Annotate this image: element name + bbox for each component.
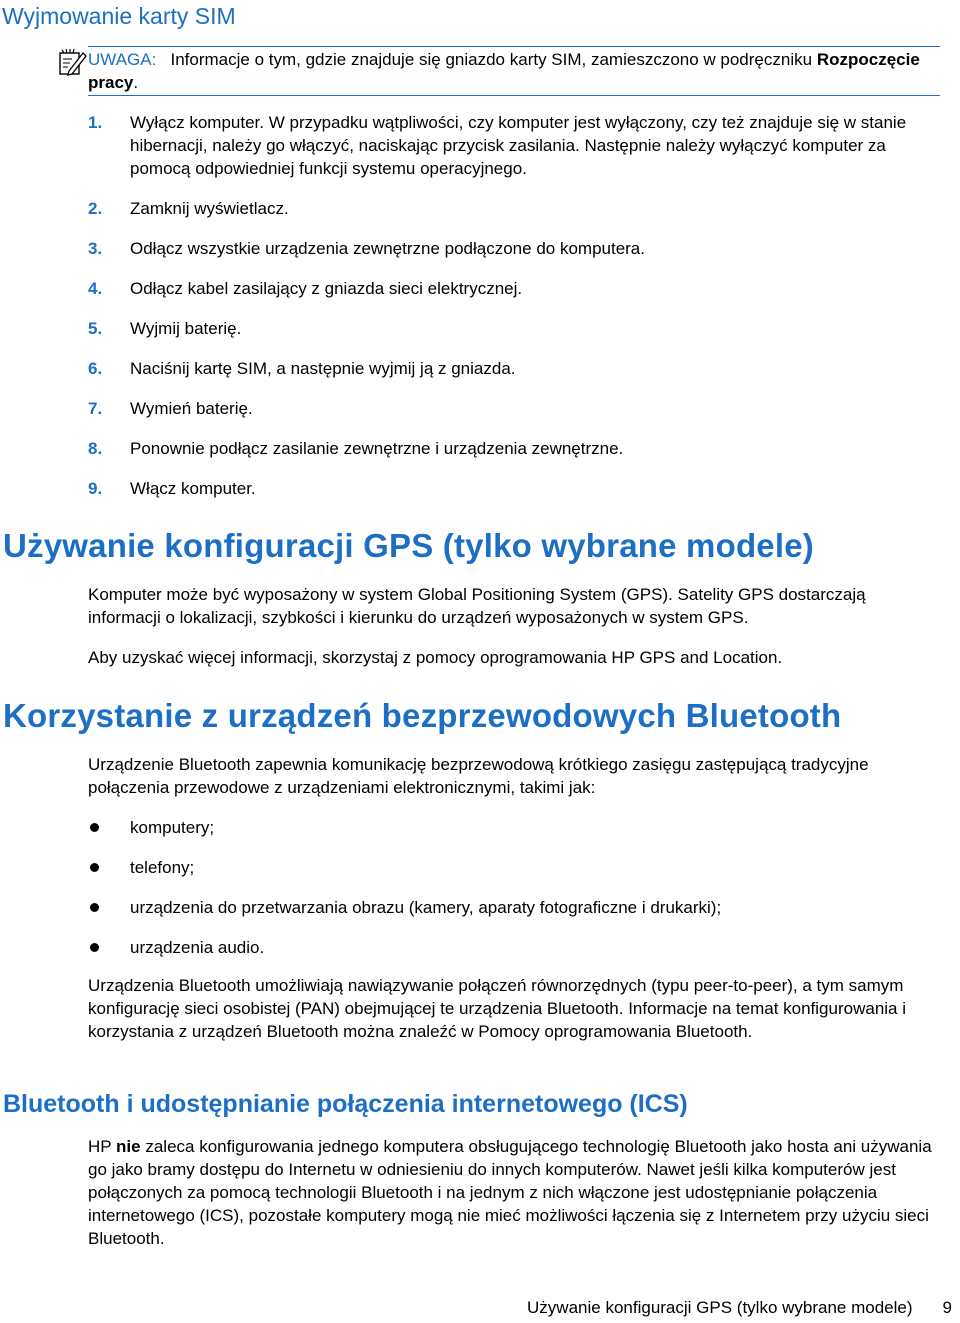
bullet-icon xyxy=(90,863,99,872)
list-item: 4. Odłącz kabel zasilający z gniazda sieci elektrycznej. xyxy=(88,279,523,298)
gps-paragraph-1: Komputer może być wyposażony w system Global Positioning System (GPS). Satelity GPS dostarczają informacji o lokalizacji, szybkości i kierunku do urządzeń wyposażonych w system GPS. xyxy=(88,585,866,627)
list-item: urządzenia audio. xyxy=(88,936,938,959)
bullet-icon xyxy=(90,903,99,912)
bullet-icon xyxy=(90,943,99,952)
list-item: 2. Zamknij wyświetlacz. xyxy=(88,199,289,218)
list-item: telefony; xyxy=(88,856,938,879)
list-item: 9. Włącz komputer. xyxy=(88,479,256,498)
list-item: 5. Wyjmij baterię. xyxy=(88,319,242,338)
note-bottom-rule xyxy=(88,95,940,96)
list-item: 7. Wymień baterię. xyxy=(88,399,253,418)
list-item: komputery; xyxy=(88,816,938,839)
gps-paragraph-2: Aby uzyskać więcej informacji, skorzystaj z pomocy oprogramowania HP GPS and Location. xyxy=(88,648,783,667)
bullet-icon xyxy=(90,823,99,832)
list-item: 3. Odłącz wszystkie urządzenia zewnętrzne podłączone do komputera. xyxy=(88,239,645,258)
section-title-ics: Bluetooth i udostępnianie połączenia internetowego (ICS) xyxy=(3,1090,688,1118)
page-footer xyxy=(527,1298,952,1318)
list-item: 8. Ponownie podłącz zasilanie zewnętrzne i urządzenia zewnętrzne. xyxy=(88,439,624,458)
ics-paragraph: HP nie zaleca konfigurowania jednego komputera obsługującego technologię Bluetooth jako hosta ani używania go jako bramy dostępu do Internetu w odniesieniu do innych komputerów. Nawet jeśli kilka komputerów jest połączonych za pomocą technologii Bluetooth i na jednym z nich włączone jest udostępnianie połączenia internetowego (ICS), pozostałe komputery mogą nie mieć możliwości łączenia się z Internetem przy użyciu sieci Bluetooth. xyxy=(88,1137,932,1248)
note-label: UWAGA: xyxy=(88,50,157,69)
footer-chapter-title: Używanie konfiguracji GPS (tylko wybrane modele) xyxy=(527,1298,913,1317)
bluetooth-paragraph-1: Urządzenie Bluetooth zapewnia komunikację bezprzewodową krótkiego zasięgu zastępującą tradycyjne połączenia przewodowe z urządzeniami elektronicznymi, takimi jak: xyxy=(88,755,869,797)
section-title-bluetooth: Korzystanie z urządzeń bezprzewodowych Bluetooth xyxy=(3,697,842,734)
page-number: 9 xyxy=(942,1298,952,1317)
note-top-rule xyxy=(88,46,940,47)
steps-list xyxy=(88,111,938,517)
note-pencil-icon xyxy=(57,47,87,77)
bluetooth-paragraph-2: Urządzenia Bluetooth umożliwiają nawiązywanie połączeń równorzędnych (typu peer-to-peer), a tym samym konfigurację sieci osobistej (PAN) obejmującej te urządzenia Bluetooth. Informacje na temat konfigurowania i korzystania z urządzeń Bluetooth można znaleźć w Pomocy oprogramowania Bluetooth. xyxy=(88,976,907,1041)
list-item: urządzenia do przetwarzania obrazu (kamery, aparaty fotograficzne i drukarki); xyxy=(88,896,938,919)
note-text: UWAGA: Informacje o tym, gdzie znajduje się gniazdo karty SIM, zamieszczono w podręczniku Rozpoczęcie pracy. xyxy=(88,50,920,92)
devices-list xyxy=(88,816,938,976)
section-title-sim: Wyjmowanie karty SIM xyxy=(2,3,236,29)
section-title-gps: Używanie konfiguracji GPS (tylko wybrane modele) xyxy=(3,527,814,564)
list-item: 1. Wyłącz komputer. W przypadku wątpliwości, czy komputer jest wyłączony, czy też znajduje się w stanie hibernacji, należy go włączyć, naciskając przycisk zasilania. Następnie należy wyłączyć komputer za pomocą odpowiedniej funkcji systemu operacyjnego. xyxy=(88,113,907,178)
list-item: 6. Naciśnij kartę SIM, a następnie wyjmij ją z gniazda. xyxy=(88,359,516,378)
